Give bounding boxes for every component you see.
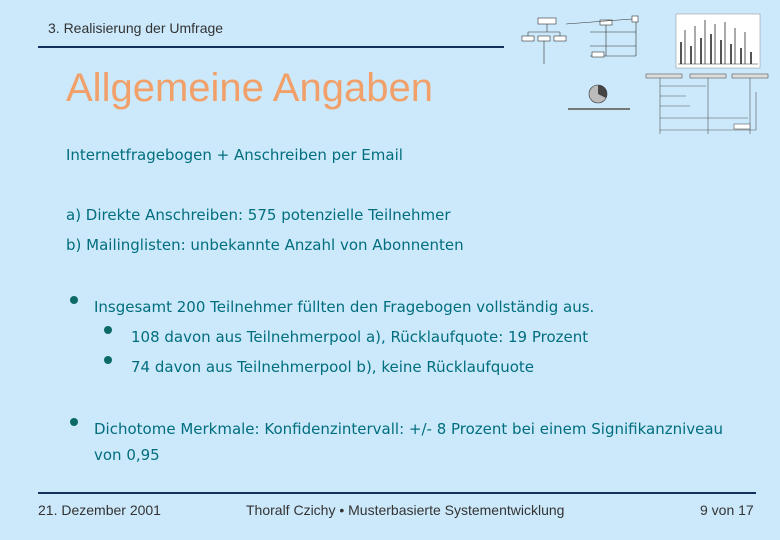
bullet-confidence-line2: von 0,95 (94, 446, 160, 464)
sub-bullet-icon (104, 326, 112, 334)
footer-date: 21. Dezember 2001 (38, 502, 161, 518)
header-divider (38, 46, 504, 48)
slide-title: Allgemeine Angaben (66, 66, 433, 110)
bullet-confidence-line1: Dichotome Merkmale: Konfidenzintervall: +/- 8 Prozent bei einem Signifikanzniveau (94, 420, 724, 438)
sub-bullet-icon (104, 356, 112, 364)
list-item-b: b) Mailinglisten: unbekannte Anzahl von Abonnenten (66, 236, 464, 254)
intro-text: Internetfragebogen + Anschreiben per Email (66, 146, 403, 164)
header-thumbnails (510, 12, 772, 140)
footer-page-number: 9 von 17 (700, 502, 754, 518)
sub-bullet-pool-a: 108 davon aus Teilnehmerpool a), Rücklaufquote: 19 Prozent (131, 328, 589, 346)
section-header: 3. Realisierung der Umfrage (48, 20, 224, 36)
sub-bullet-pool-b: 74 davon aus Teilnehmerpool b), keine Rücklaufquote (131, 358, 535, 376)
footer-author: Thoralf Czichy • Musterbasierte Systementwicklung (246, 502, 565, 518)
bullet-icon (70, 296, 78, 304)
sequence-diagram-thumbnail (646, 74, 768, 134)
list-item-a: a) Direkte Anschreiben: 575 potenzielle Teilnehmer (66, 206, 451, 224)
bullet-total-participants: Insgesamt 200 Teilnehmer füllten den Fragebogen vollständig aus. (94, 298, 595, 316)
diagram-thumbnail (522, 16, 638, 64)
bar-chart-thumbnail (676, 14, 760, 68)
bullet-icon (70, 418, 78, 426)
footer-divider (38, 492, 756, 494)
pie-thumbnail (568, 85, 630, 110)
